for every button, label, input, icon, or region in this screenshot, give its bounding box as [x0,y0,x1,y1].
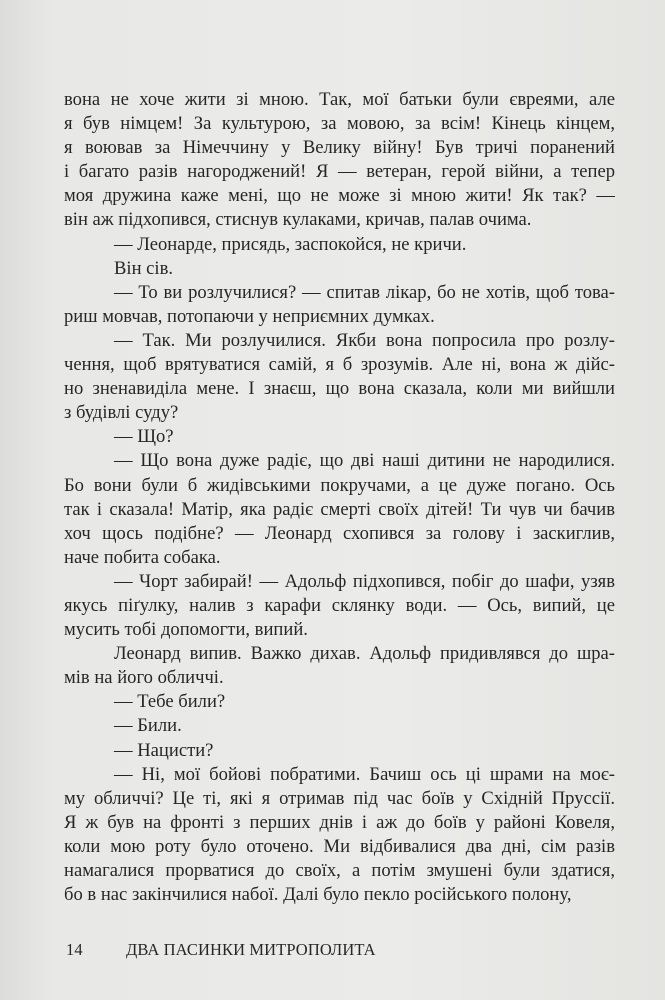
text-line: Я ж був на фронті з перших днів і аж до боїв у районі Ковеля, [64,811,615,833]
text-line: намагалися прорватися до своїх, а потім змушені були здатися, [64,860,615,881]
text-line: но зненавиділа мене. І знаєш, що вона сказала, коли ми вийшли [64,378,615,400]
text-line: чення, щоб врятуватися самій, я б зрозумів. Але ні, вона ж дійс- [64,354,615,376]
text-line: я воював за Німеччину у Велику війну! Був тричі поранений [64,137,615,159]
text-line: з будівлі суду? [64,402,179,424]
text-line: — Чорт забирай! — Адольф підхопився, побіг до шафи, узяв [114,570,615,592]
text-line: — Тебе били? [114,691,226,713]
text-line: вона не хоче жити зі мною. Так, мої батьки були євреями, але [64,89,615,110]
text-line: бо в нас закінчилися набої. Далі було пекло російського полону, [64,884,572,906]
text-line: — Що вона дуже радіє, що дві наші дитини не народилися. [114,450,615,472]
text-line: так і сказала! Матір, яка радіє смерті своїх дітей! Ти чув чи бачив [64,498,615,520]
text-line: коли мою роту було оточено. Ми відбивалися два дні, сім разів [64,835,615,857]
running-title: ДВА ПАСИНКИ МИТРОПОЛИТА [126,940,376,959]
text-line: — Так. Ми розлучилися. Якби вона попросила про розлу- [114,329,615,351]
text-line: — Що? [114,426,174,448]
text-line: моя дружина каже мені, що не може зі мною жити! Як так? — [64,185,615,207]
page-footer [66,940,376,960]
page-number: 14 [66,940,83,959]
text-line: мів на його обличчі. [64,667,224,689]
text-line: риш мовчав, потопаючи у неприємних думках. [64,305,435,327]
body-text [64,88,615,907]
text-line: Він сів. [114,257,174,279]
text-line: — То ви розлучилися? — спитав лікар, бо не хотів, щоб това- [114,281,615,303]
text-line: му обличчі? Це ті, які я отримав під час боїв у Східній Пруссії. [64,787,615,809]
text-line: я був німцем! За культурою, за мовою, за всім! Кінець кінцем, [64,113,615,135]
text-line: він аж підхопився, стиснув кулаками, кричав, палав очима. [64,209,532,231]
text-line: — Леонарде, присядь, заспокойся, не кричи. [114,233,467,255]
text-line: — Ні, мої бойові побратими. Бачиш ось ці шрами на моє- [114,763,615,785]
text-line: — Били. [114,715,182,737]
text-line: — Нацисти? [114,739,214,761]
text-line: і багато разів нагороджений! Я — ветеран, герой війни, а тепер [64,161,615,183]
text-line: якусь піґулку, налив з карафи склянку води. — Ось, випий, це [64,594,615,616]
text-line: Бо вони були б жидівськими покручами, а це дуже погано. Ось [64,474,615,496]
text-line: мусить тобі допомогти, випий. [64,619,308,641]
text-line: наче побита собака. [64,546,221,568]
text-line: хоч щось подібне? — Леонард схопився за голову і заскиглив, [64,522,615,544]
text-line: Леонард випив. Важко дихав. Адольф придивлявся до шра- [114,643,615,665]
